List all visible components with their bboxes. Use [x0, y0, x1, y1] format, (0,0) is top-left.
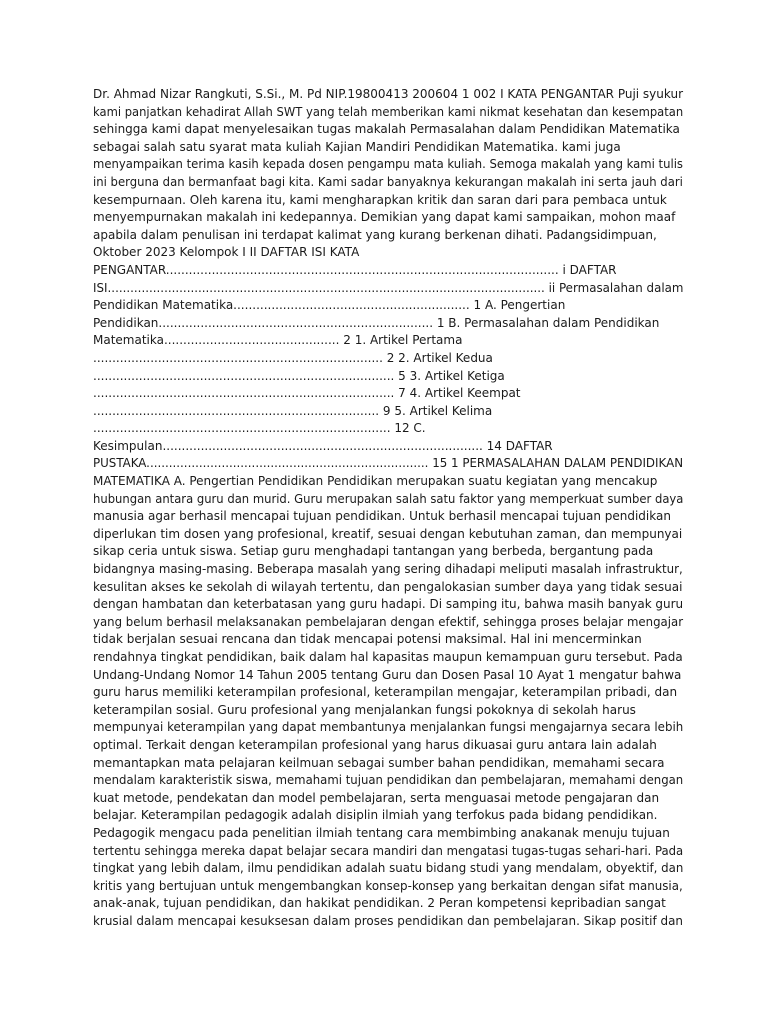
text-line: MATEMATIKA A. Pengertian Pendidikan Pendidikan merupakan suatu kegiatan yang mencakup — [93, 474, 658, 489]
text-line: sebagai salah satu syarat mata kuliah Kajian Mandiri Pendidikan Matematika. kami juga — [93, 139, 621, 154]
text-line: tingkat yang lebih dalam, ilmu pendidikan adalah suatu bidang studi yang mendalam, obyektif, dan — [93, 861, 684, 876]
text-line: kritis yang bertujuan untuk mengembangkan konsep-konsep yang berkaitan dengan sifat manusia, — [93, 878, 683, 893]
text-line: tertentu sehingga mereka dapat belajar secara mandiri dan mengatasi tugas-tugas sehari-hari. Pada — [93, 843, 684, 858]
text-line: Kesimpulan.................................................................................... 14 DAFTAR — [93, 438, 553, 453]
document-text — [93, 86, 683, 931]
text-line: kesempurnaan. Oleh karena itu, kami mengharapkan kritik dan saran dari para pembaca untuk — [93, 192, 667, 207]
text-line: manusia agar berhasil mencapai tujuan pendidikan. Untuk berhasil mencapai tujuan pendidikan — [93, 509, 671, 524]
text-line: bidangnya masing-masing. Beberapa masalah yang sering dihadapi meliputi masalah infrastruktur, — [93, 562, 683, 577]
text-line: ini berguna dan bermanfaat bagi kita. Kami sadar banyaknya kekurangan makalah ini serta jauh dari — [93, 174, 683, 189]
text-line: kuat metode, pendekatan dan model pembelajaran, serta menguasai metode pengajaran dan — [93, 790, 660, 805]
text-line: ............................................................................... 7 4. Artikel Keempat — [93, 386, 521, 401]
text-line: optimal. Terkait dengan keterampilan profesional yang harus dikuasai guru antara lain adalah — [93, 737, 657, 752]
text-line: mempunyai keterampilan yang dapat membantunya menjalankan fungsi mengajarnya secara lebih — [93, 720, 684, 735]
text-line: yang belum berhasil melaksanakan pembelajaran dengan efektif, sehingga proses belajar mengajar — [93, 614, 684, 629]
text-line: diperlukan tim dosen yang profesional, kreatif, sesuai dengan kebutuhan zaman, dan mempunyai — [93, 526, 683, 541]
text-line: ............................................................................... 5 3. Artikel Ketiga — [93, 368, 505, 383]
text-line: .............................................................................. 12 C. — [93, 421, 426, 436]
text-line: sehingga kami dapat menyelesaikan tugas makalah Permasalahan dalam Pendidikan Matematika — [93, 122, 680, 137]
text-line: Dr. Ahmad Nizar Rangkuti, S.Si., M. Pd NIP.19800413 200604 1 002 I KATA PENGANTAR Puji syukur — [93, 87, 684, 101]
text-line: mendalam karakteristik siswa, memahami tujuan pendidikan dan pembelajaran, memahami dengan — [93, 773, 684, 788]
text-line: ........................................................................... 9 5. Artikel Kelima — [93, 403, 493, 418]
text-line: memantapkan mata pelajaran keilmuan sebagai sumber bahan pendidikan, memahami secara — [93, 755, 665, 770]
text-line: Pendidikan Matematika.............................................................. 1 A. Pengertian — [93, 298, 566, 313]
text-line: menyampaikan terima kasih kepada dosen pengampu mata kuliah. Semoga makalah yang kami tulis — [93, 157, 683, 172]
text-line: dengan hambatan dan keterbatasan yang guru hadapi. Di samping itu, bahwa masih banyak guru — [93, 597, 684, 612]
text-line: Pedagogik mengacu pada penelitian ilmiah tentang cara membimbing anakanak menuju tujuan — [93, 825, 670, 840]
text-line: PENGANTAR....................................................................................................... i DAFTAR — [93, 262, 617, 277]
text-line: Matematika.............................................. 2 1. Artikel Pertama — [93, 333, 463, 348]
text-line: rendahnya tingkat pendidikan, baik dalam hal kapasitas maupun kemampuan guru tersebut. Pada — [93, 650, 683, 664]
text-line: belajar. Keterampilan pedagogik adalah disiplin ilmiah yang terfokus pada bidang pendidikan. — [93, 808, 658, 823]
text-line: PUSTAKA........................................................................... 15 1 PERMASALAHAN DALAM PENDIDIKAN — [93, 456, 684, 471]
text-line: tidak berjalan sesuai rencana dan tidak mencapai potensi maksimal. Hal ini mencerminkan — [93, 632, 642, 647]
text-line: hubungan antara guru dan murid. Guru merupakan salah satu faktor yang memperkuat sumber daya — [93, 491, 684, 506]
text-line: Pendidikan........................................................................ 1 B. Permasalahan dalam Pendidikan — [93, 315, 660, 330]
text-line: krusial dalam mencapai kesuksesan dalam proses pendidikan dan pembelajaran. Sikap positif dan — [93, 913, 684, 928]
text-line: menyempurnakan makalah ini kedepannya. Demikian yang dapat kami sampaikan, mohon maaf — [93, 210, 676, 225]
text-line: keterampilan sosial. Guru profesional yang menjalankan fungsi pokoknya di sekolah harus — [93, 702, 636, 717]
text-line: sikap ceria untuk siswa. Setiap guru menghadapi tantangan yang berbeda, bergantung pada — [93, 544, 654, 559]
text-line: ISI.................................................................................................................... ii Permasalahan dalam — [93, 280, 684, 295]
text-line: kami panjatkan kehadirat Allah SWT yang telah memberikan kami nikmat kesehatan dan kesempatan — [93, 104, 684, 119]
text-line: Oktober 2023 Kelompok I II DAFTAR ISI KATA — [93, 245, 360, 260]
text-line: guru harus memiliki keterampilan profesional, keterampilan mengajar, keterampilan pribadi, dan — [93, 685, 678, 700]
text-line: anak-anak, tujuan pendidikan, dan hakikat pendidikan. 2 Peran kompetensi kepribadian sangat — [93, 896, 666, 911]
text-line: Undang-Undang Nomor 14 Tahun 2005 tentang Guru dan Dosen Pasal 10 Ayat 1 mengatur bahwa — [93, 667, 682, 682]
text-line: apabila dalam penulisan ini terdapat kalimat yang kurang berkenan dihati. Padangsidimpuan, — [93, 227, 657, 242]
text-line: kesulitan akses ke sekolah di wilayah tertentu, dan pengalokasian sumber daya yang tidak sesuai — [93, 579, 683, 594]
text-line: ............................................................................ 2 2. Artikel Kedua — [93, 350, 493, 365]
